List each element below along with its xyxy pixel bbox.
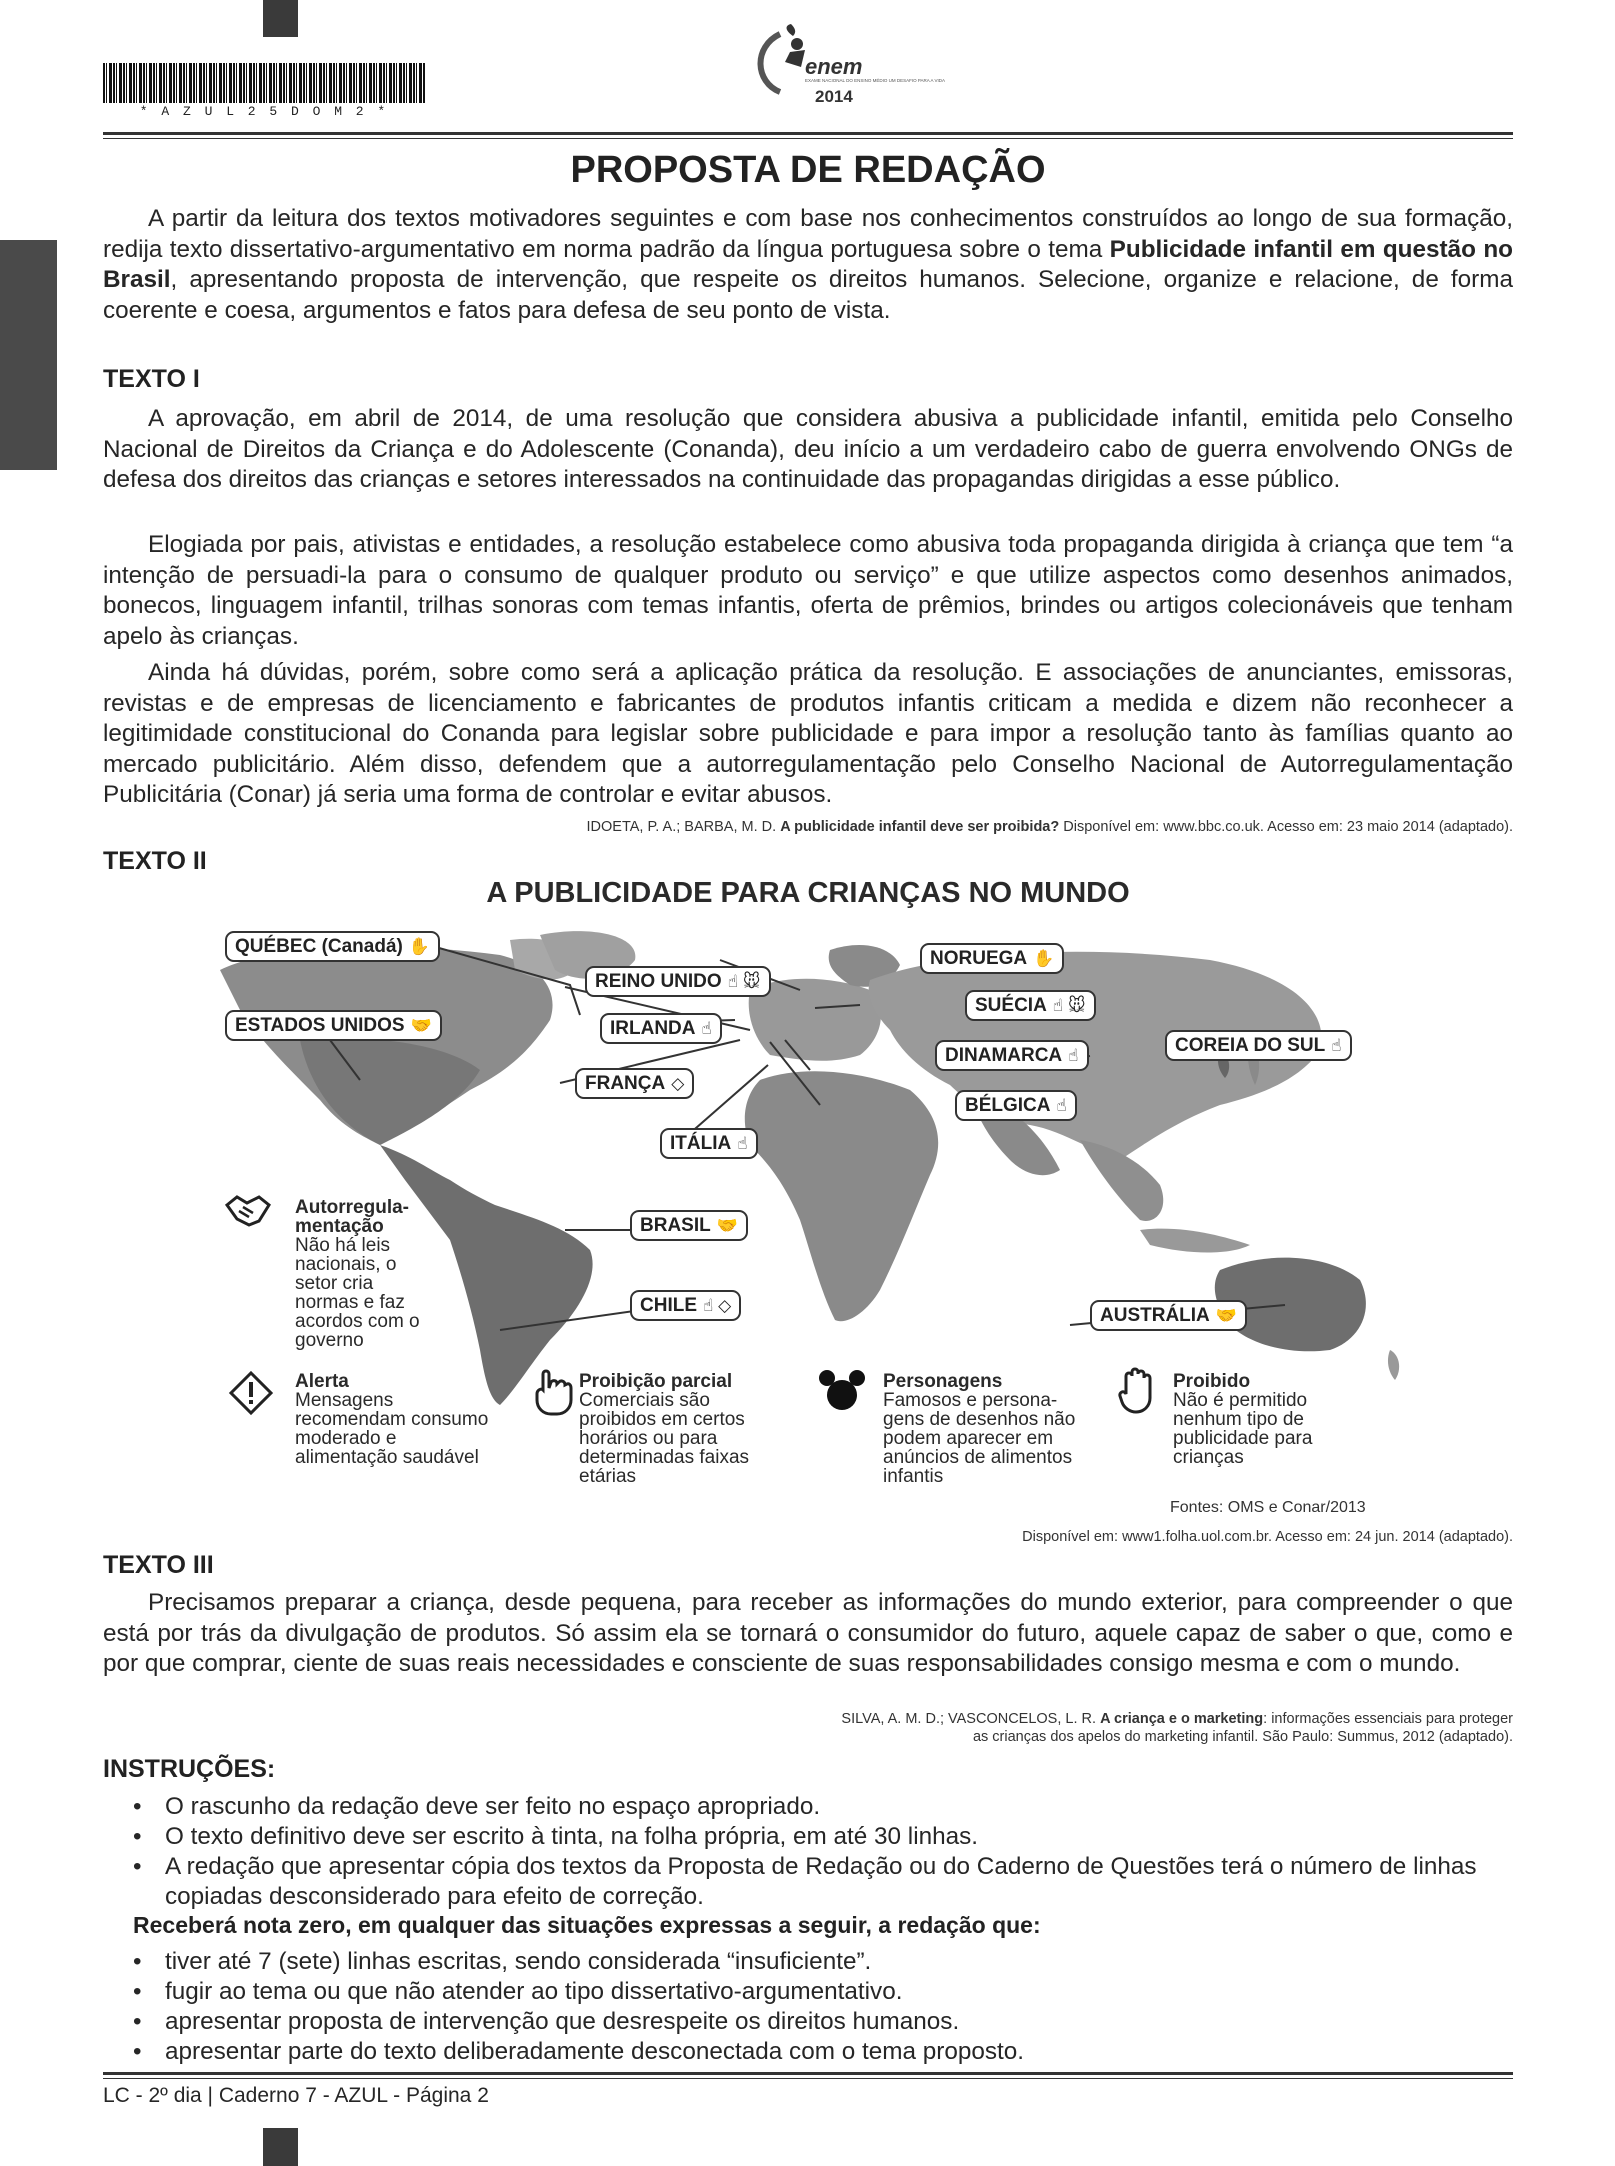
country-brasil: BRASIL 🤝: [630, 1210, 748, 1241]
nota-zero-heading: Receberá nota zero, em qualquer das situações expressas a seguir, a redação que:: [133, 1912, 1041, 1938]
nota-zero-item: • fugir ao tema ou que não atender ao tipo dissertativo-argumentativo.: [133, 1978, 903, 2005]
theme-text: Publicidade infantil em questão no Brasil: [103, 235, 1514, 293]
country-dinamarca: DINAMARCA ☝: [935, 1040, 1089, 1071]
instrucao-item: • O texto definitivo deve ser escrito à tinta, na folha própria, em até 30 linhas.: [133, 1823, 979, 1850]
texto1-paragraph-2: Elogiada por pais, ativistas e entidades, a resolução estabelece como abusiva toda propaganda dirigida à criança que tem “a intenção de persuadi-la para o consumo de qualquer produto ou serviço” e que utilize aspectos como desenhos animados, bonecos, linguagem infantil, trilhas sonoras com temas infantis, oferta de prêmios, brindes ou artigos colecionáveis que tenham apelo às crianças.: [103, 531, 1513, 650]
country-estados-unidos: ESTADOS UNIDOS 🤝: [225, 1010, 442, 1041]
bottom-marker: [263, 2128, 298, 2166]
legend-autorregulamentacao: Autorregula- mentação Não há leis nacionais, o setor cria normas e faz acordos com o governo: [295, 1197, 420, 1351]
alert-diamond-icon: ◇: [671, 1074, 685, 1093]
country-belgica: BÉLGICA ☝: [955, 1090, 1077, 1121]
country-coreia-do-sul: COREIA DO SUL ☝: [1165, 1030, 1352, 1061]
footer-rule: [103, 2072, 1513, 2075]
pointing-hand-icon: [533, 1368, 573, 1423]
legend-personagens: Personagens Famosos e persona- gens de desenhos não podem aparecer em anúncios de alimentos infantis: [883, 1371, 1076, 1487]
texto3-source: SILVA, A. M. D.; VASCONCELOS, L. R. A criança e o marketing: informações essenciais para proteger as crianças dos apelos do marketing infantil. São Paulo: Summus, 2012 (adaptado).: [841, 1711, 1513, 1745]
handshake-icon: [225, 1193, 271, 1236]
header-rule: [103, 132, 1513, 135]
legend-proibido: Proibido Não é permitido nenhum tipo de publicidade para crianças: [1173, 1371, 1313, 1468]
texto2-heading: TEXTO II: [103, 847, 207, 875]
page-footer: LC - 2º dia | Caderno 7 - AZUL - Página 2: [103, 2084, 489, 2107]
texto1-paragraph-1: A aprovação, em abril de 2014, de uma resolução que considera abusiva a publicidade infantil, emitida pelo Conselho Nacional de Direitos da Criança e do Adolescente (Conanda), deu início a um verdadeiro cabo de guerra envolvendo ONGs de defesa dos direitos das crianças e setores interessados na continuidade das propagandas dirigidas a esse público.: [103, 405, 1513, 493]
texto3-heading: TEXTO III: [103, 1551, 214, 1579]
pointing-hand-icon: ☝: [737, 1134, 748, 1153]
barcode-text: * A Z U L 2 5 D O M 2 *: [139, 104, 389, 119]
country-reino-unido: REINO UNIDO ☝ 🐭: [585, 966, 771, 997]
map-title: A PUBLICIDADE PARA CRIANÇAS NO MUNDO: [486, 877, 1130, 909]
pointing-hand-icon: ☝ 🐭: [727, 972, 761, 991]
country-chile: CHILE ☝ ◇: [630, 1290, 741, 1321]
footer-rule-thin: [103, 2078, 1513, 2079]
texto1-heading: TEXTO I: [103, 365, 200, 393]
nota-zero-item: • tiver até 7 (sete) linhas escritas, sendo considerada “insuficiente”.: [133, 1948, 872, 1975]
stop-hand-icon: [1118, 1368, 1162, 1421]
texto1-paragraph-3: Ainda há dúvidas, porém, sobre como será a aplicação prática da resolução. E associações de anunciantes, emissoras, revistas e de empresas de licenciamento e fabricantes de produtos infantis criticam a medida e dizem não reconhecer a legitimidade constitucional do Conanda para legislar sobre publicidade e para impor a resolução tanto às famílias quanto ao mercado publicitário. Além disso, defendem que a autorregulamentação pelo Conselho Nacional de Autorregulamentação Publicitária (Conar) já seria uma forma de controlar e evitar abusos.: [103, 659, 1513, 808]
instrucoes-heading: INSTRUÇÕES:: [103, 1755, 276, 1783]
texto2-source: Disponível em: www1.folha.uol.com.br. Acesso em: 24 jun. 2014 (adaptado).: [1022, 1529, 1513, 1545]
map-fontes: Fontes: OMS e Conar/2013: [1170, 1499, 1366, 1516]
top-marker: [263, 0, 298, 37]
texto3-paragraph: Precisamos preparar a criança, desde pequena, para receber as informações do mundo exterior, para compreender o que está por trás da divulgação de produtos. Só assim ela se tornará o consumidor do futuro, aquele capaz de saber o que, como e por que comprar, ciente de suas reais necessidades e consciente de suas responsabilidades consigo mesma e com o mundo.: [103, 1589, 1513, 1677]
pointing-hand-icon: ☝: [701, 1019, 712, 1038]
nota-zero-item: • apresentar proposta de intervenção que desrespeite os direitos humanos.: [133, 2008, 960, 2035]
pointing-hand-icon: ☝ ◇: [703, 1296, 732, 1315]
legend-proibicao-parcial: Proibição parcial Comerciais são proibidos em certos horários ou para determinadas faixas etárias: [579, 1371, 750, 1487]
country-australia: AUSTRÁLIA 🤝: [1090, 1300, 1247, 1331]
pointing-hand-icon: ☝: [1068, 1046, 1079, 1065]
logo-tagline: EXAME NACIONAL DO ENSINO MÉDIO UM DESAFIO PARA A VIDA: [805, 78, 946, 83]
texto1-source: IDOETA, P. A.; BARBA, M. D. A publicidade infantil deve ser proibida? Disponível em: www.bbc.co.uk. Acesso em: 23 maio 2014 (adaptado).: [586, 819, 1513, 835]
side-marker: [0, 240, 57, 470]
intro-paragraph: A partir da leitura dos textos motivadores seguintes e com base nos conhecimentos construídos ao longo de sua formação, redija texto dissertativo-argumentativo em norma padrão da língua portuguesa sobre o tema Publicidade infantil em questão no Brasil, apresentando proposta de intervenção, que respeite os direitos humanos. Selecione, organize e relacione, de forma coerente e coesa, argumentos e fatos para defesa de seu ponto de vista.: [103, 205, 1514, 324]
country-quebec: QUÉBEC (Canadá) ✋: [225, 931, 440, 962]
country-italia: ITÁLIA ☝: [660, 1128, 758, 1159]
country-irlanda: IRLANDA ☝: [600, 1013, 722, 1044]
instrucao-item: • A redação que apresentar cópia dos textos da Proposta de Redação ou do Caderno de Questões terá o número de linhas copiadas desconsiderado para efeito de correção.: [133, 1853, 1477, 1910]
stop-hand-icon: ✋: [408, 937, 431, 956]
country-franca: FRANÇA ◇: [575, 1068, 694, 1099]
header-rule-thin: [103, 138, 1513, 139]
handshake-icon: 🤝: [716, 1216, 738, 1235]
nota-zero-item: • apresentar parte do texto deliberadamente desconectada com o tema proposto.: [133, 2038, 1025, 2065]
pointing-hand-icon: ☝ 🐭: [1052, 996, 1086, 1015]
pointing-hand-icon: ☝: [1056, 1096, 1067, 1115]
instrucao-item: • O rascunho da redação deve ser feito no espaço apropriado.: [133, 1793, 821, 1820]
mouse-ears-icon: [818, 1368, 866, 1419]
barcode: [103, 63, 425, 103]
stop-hand-icon: ✋: [1033, 949, 1055, 968]
country-suecia: SUÉCIA ☝ 🐭: [965, 990, 1096, 1021]
pointing-hand-icon: ☝: [1331, 1036, 1342, 1055]
handshake-icon: 🤝: [1215, 1306, 1237, 1325]
page-title: PROPOSTA DE REDAÇÃO: [570, 149, 1046, 191]
country-noruega: NORUEGA ✋: [920, 943, 1064, 974]
enem-logo: [735, 22, 946, 112]
logo-year: 2014: [815, 87, 853, 106]
legend-alerta: Alerta Mensagens recomendam consumo moderado e alimentação saudável: [295, 1371, 489, 1468]
handshake-icon: 🤝: [410, 1016, 432, 1035]
alert-diamond-icon: [228, 1370, 274, 1423]
logo-name: enem: [805, 54, 863, 79]
